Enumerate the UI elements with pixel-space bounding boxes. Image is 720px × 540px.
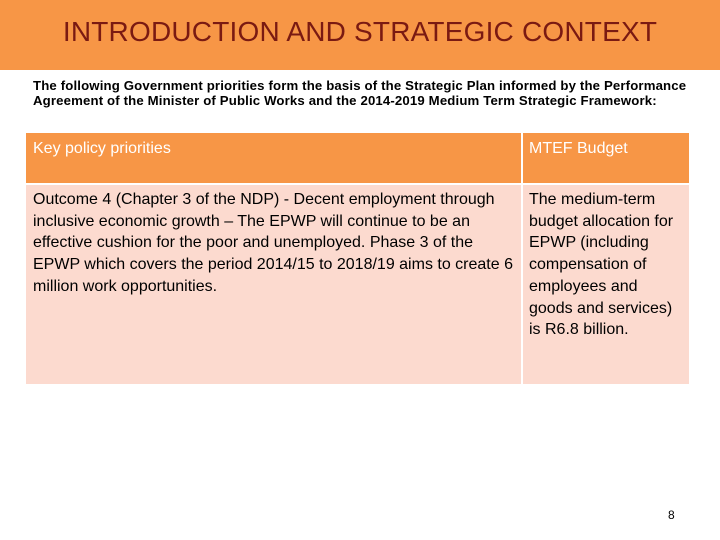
priorities-table [26,133,689,384]
title-bar [0,0,720,70]
cell-mtef-budget: The medium-term budget allocation for EPWP (including compensation of employees and goods and services) is R6.8 billion. [522,184,689,384]
page-number: 8 [668,508,675,522]
table-header-row [26,133,689,184]
slide-title: INTRODUCTION AND STRATEGIC CONTEXT [62,16,658,47]
intro-paragraph: The following Government priorities form the basis of the Strategic Plan informed by the Performance Agreement of the Minister of Public Works and the 2014-2019 Medium Term Strategic Framework: [33,78,687,108]
cell-policy-priority: Outcome 4 (Chapter 3 of the NDP) - Decent employment through inclusive economic growth – The EPWP will continue to be an effective cushion for the poor and unemployed. Phase 3 of the EPWP which covers the period 2014/15 to 2018/19 aims to create 6 million work opportunities. [26,184,522,384]
header-key-policy-priorities: Key policy priorities [26,133,522,184]
header-mtef-budget: MTEF Budget [522,133,689,184]
table-row [26,184,689,384]
